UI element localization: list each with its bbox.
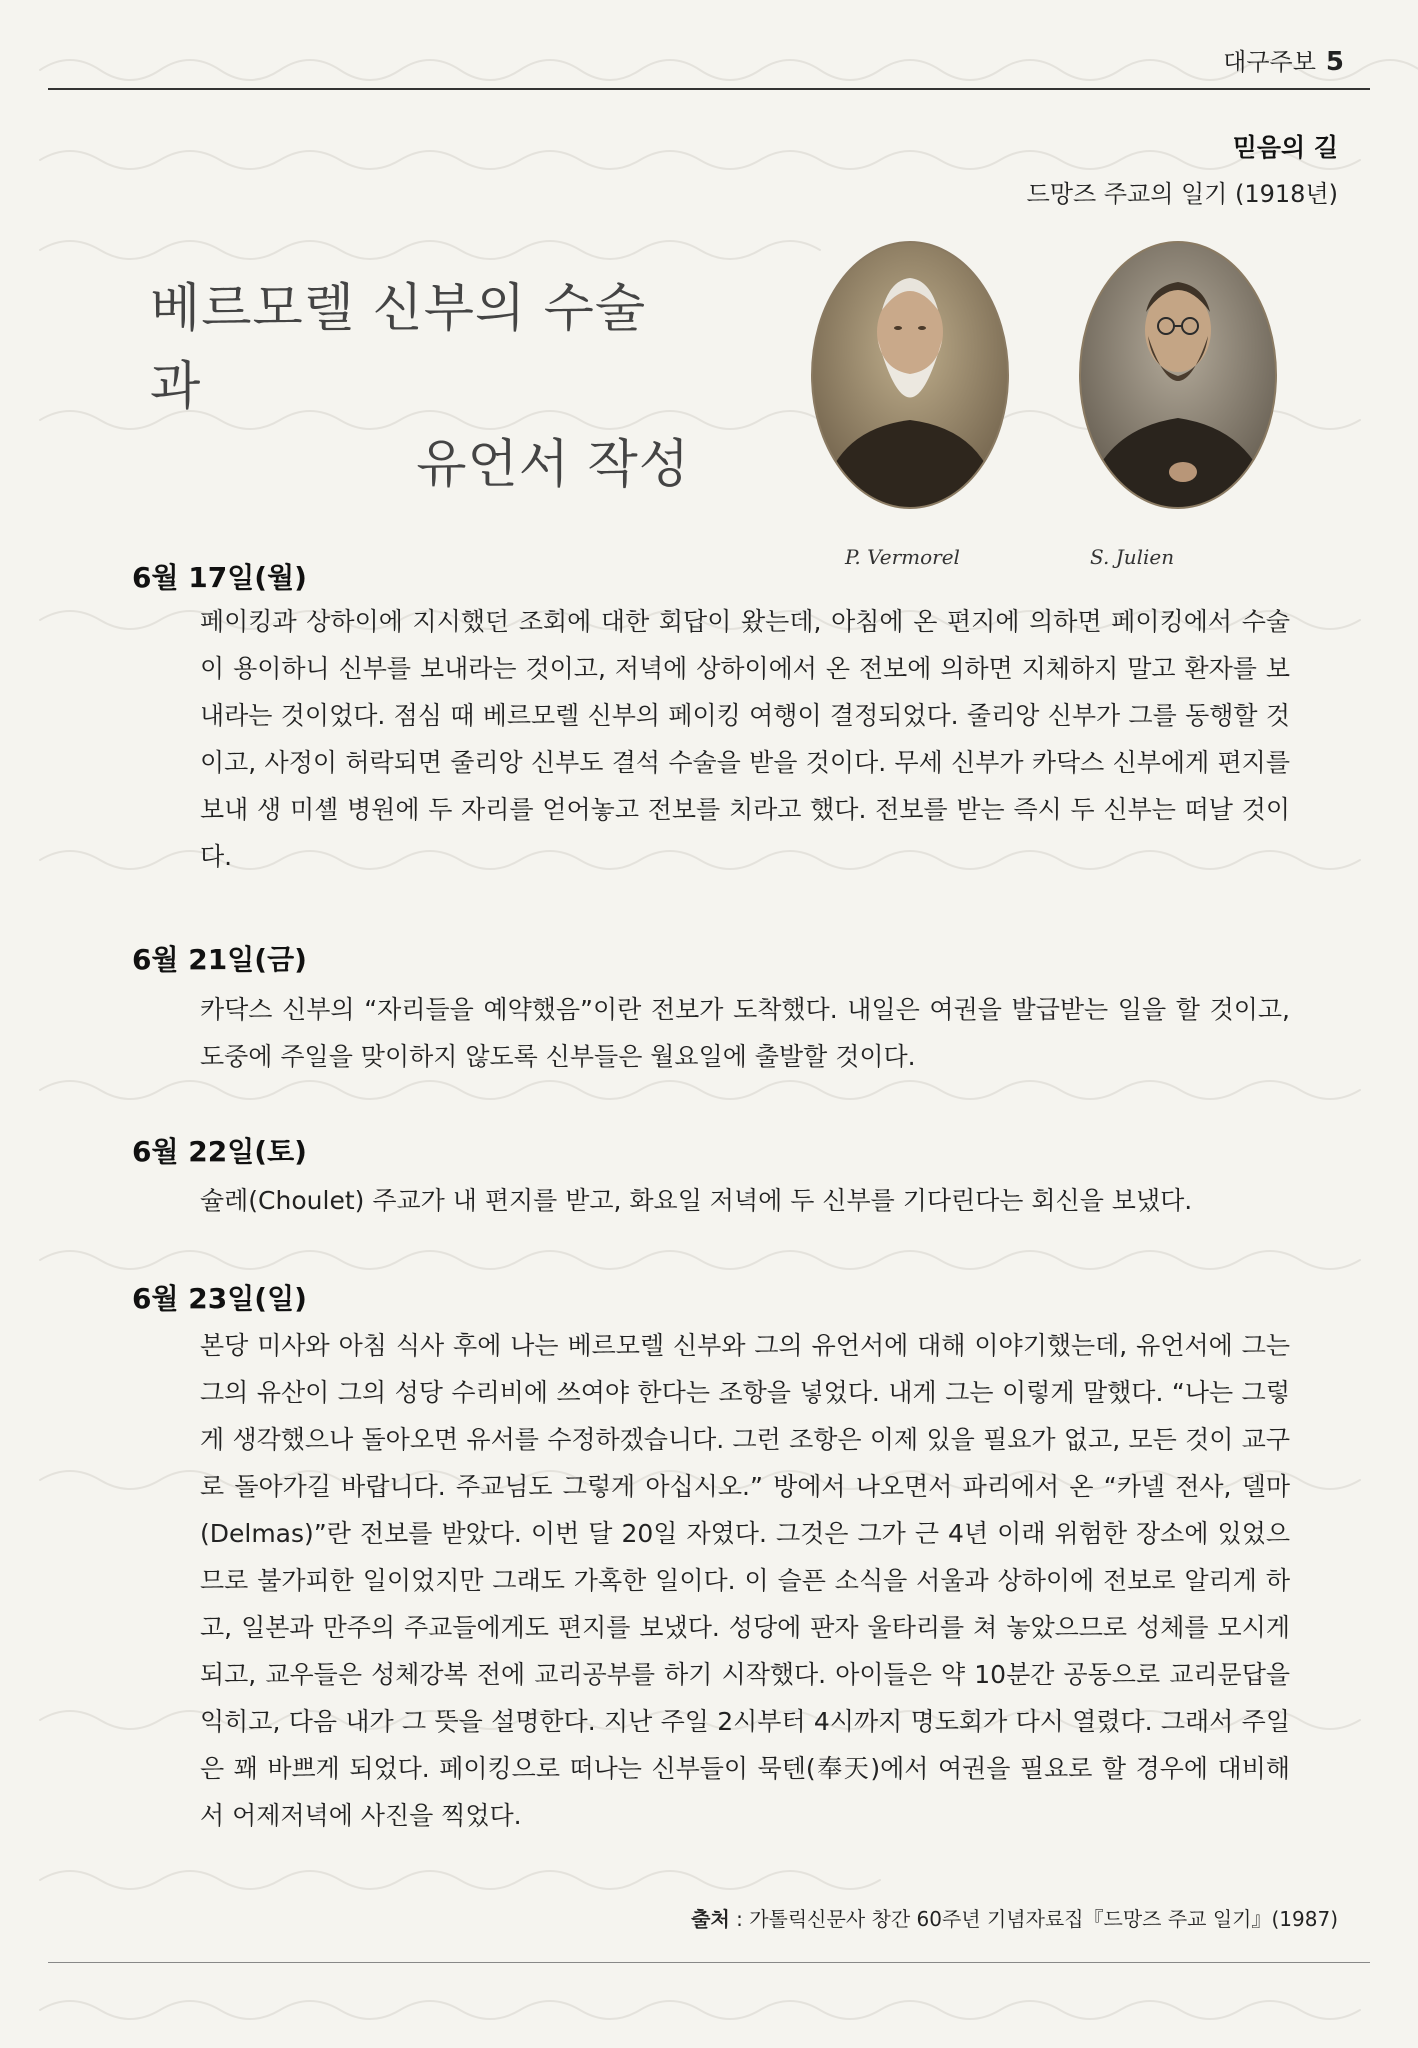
publication-name: 대구주보 [1223, 48, 1316, 76]
page-number: 5 [1325, 47, 1344, 77]
entry-date-0617: 6월 17일(월) [132, 561, 307, 594]
entry-body-0621: 카닥스 신부의 “자리들을 예약했음”이란 전보가 도착했다. 내일은 여권을 발급받는 일을 할 것이고, 도중에 주일을 맞이하지 않도록 신부들은 월요일에 출발할 것이다. [200, 995, 1290, 1071]
footer-divider [48, 1962, 1370, 1963]
entry-date-0623: 6월 23일(일) [132, 1282, 307, 1315]
entry-body-0617: 페이킹과 상하이에 지시했던 조회에 대한 회답이 왔는데, 아침에 온 편지에 의하면 페이킹에서 수술이 용이하니 신부를 보내라는 것이고, 저녁에 상하이에서 온 전보에 의하면 지체하지 말고 환자를 보내라는 것이었다. 점심 때 베르모렐 신부의 페이킹 여행이 결정되었다. 줄리앙 신부가 그를 동행할 것이고, 사정이 허락되면 줄리앙 신부도 결석 수술을 받을 것이다. 무세 신부가 카닥스 신부에게 편지를 보내 생 미셸 병원에 두 자리를 얻어놓고 전보를 치라고 했다. 전보를 받는 즉시 두 신부는 떠날 것이다. [200, 607, 1290, 871]
portrait-julien [1078, 240, 1278, 510]
article-title [150, 270, 690, 504]
entry-body-0623: 본당 미사와 아침 식사 후에 나는 베르모렐 신부와 그의 유언서에 대해 이야기했는데, 유언서에 그는 그의 유산이 그의 성당 수리비에 쓰여야 한다는 조항을 넣었다. 내게 그는 이렇게 말했다. “나는 그렇게 생각했으나 돌아오면 유서를 수정하겠습니다. 그런 조항은 이제 있을 필요가 없고, 모든 것이 교구로 돌아가길 바랍니다. 주교님도 그렇게 아십시오.” 방에서 나오면서 파리에서 온 “카넬 전사, 델마(Delmas)”란 전보를 받았다. 이번 달 20일 자였다. 그것은 그가 근 4년 이래 위험한 장소에 있었으므로 불가피한 일이었지만 그래도 가혹한 일이다. 이 슬픈 소식을 서울과 상하이에 전보로 알리게 하고, 일본과 만주의 주교들에게도 편지를 보냈다. 성당에 판자 울타리를 쳐 놓았으므로 성체를 모시게 되고, 교우들은 성체강복 전에 교리공부를 하기 시작했다. 아이들은 약 10분간 공동으로 교리문답을 익히고, 다음 내가 그 뜻을 설명한다. 지난 주일 2시부터 4시까지 명도회가 다시 열렸다. 그래서 주일은 꽤 바쁘게 되었다. 페이킹으로 떠나는 신부들이 묵텐(奉天)에서 여권을 필요로 할 경우에 대비해서 어제저녁에 사진을 찍었다. [200, 1331, 1290, 1830]
portrait-vermorel [810, 240, 1010, 510]
article-title-line1: 베르모렐 신부의 수술과 [150, 279, 647, 417]
entry-body-0622: 슐레(Choulet) 주교가 내 편지를 받고, 화요일 저녁에 두 신부를 기다린다는 회신을 보냈다. [200, 1186, 1193, 1215]
signature-julien: S. Julien [1090, 545, 1175, 569]
entry-date-0621: 6월 21일(금) [132, 943, 307, 976]
series-name: 믿음의 길 [1232, 133, 1338, 162]
page-header [1223, 42, 1344, 77]
source-citation [691, 1903, 1338, 1932]
source-text: : 가톨릭신문사 창간 60주년 기념자료집『드망즈 주교 일기』(1987) [729, 1907, 1338, 1931]
entry-date-0622: 6월 22일(토) [132, 1135, 307, 1168]
series-subtitle: 드망즈 주교의 일기 (1918년) [1026, 180, 1338, 208]
article-title-line2: 유언서 작성 [416, 435, 690, 495]
header-divider [48, 88, 1370, 90]
series-heading [1027, 128, 1338, 209]
source-label: 출처 [691, 1907, 730, 1931]
signature-vermorel: P. Vermorel [845, 545, 960, 569]
